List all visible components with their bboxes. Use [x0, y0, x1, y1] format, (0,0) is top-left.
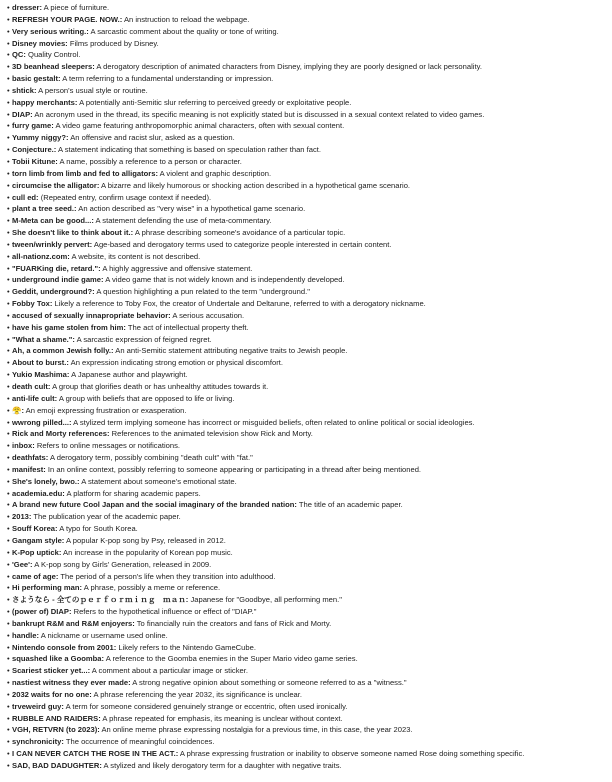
glossary-definition: A stylized term implying someone has incorrect or misguided beliefs, often related to online political or social ideologies.: [71, 417, 475, 427]
glossary-term: Ah, a common Jewish folly.:: [12, 346, 114, 356]
glossary-definition: A group that glorifies death or has unhealthy attitudes towards it.: [50, 382, 269, 391]
glossary-term: synchronicity:: [12, 737, 64, 747]
glossary-term: torn limb from limb and fed to alligators:: [12, 168, 158, 178]
bullet-icon: •: [7, 689, 10, 699]
glossary-entry: [7, 144, 612, 156]
glossary-entry: [7, 168, 612, 180]
glossary-entry: [7, 203, 612, 215]
glossary-entry: [7, 26, 612, 38]
bullet-icon: •: [7, 192, 10, 202]
glossary-definition: A statement about someone's emotional state.: [79, 476, 237, 486]
glossary-entry: [7, 357, 612, 369]
bullet-icon: •: [7, 156, 10, 166]
bullet-icon: •: [7, 607, 10, 617]
bullet-icon: •: [7, 26, 10, 36]
glossary-term: Conjecture.:: [12, 145, 57, 155]
glossary-entry: [7, 322, 612, 334]
glossary-entry: [7, 180, 612, 192]
glossary-term: furry game:: [12, 121, 54, 131]
glossary-entry: [7, 571, 612, 583]
glossary-definition: A phrase describing someone's avoidance of a particular topic.: [133, 228, 346, 238]
glossary-definition: (Repeated entry, confirm usage context if needed).: [38, 192, 212, 202]
glossary-term: QC:: [12, 50, 26, 60]
glossary-definition: The period of a person's life when they transition into adulthood.: [58, 571, 276, 581]
bullet-icon: •: [7, 251, 10, 261]
glossary-entry: [7, 701, 612, 713]
bullet-icon: •: [7, 228, 10, 238]
glossary-entry: [7, 535, 612, 547]
glossary-term: bankrupt R&M and R&M enjoyers:: [12, 618, 135, 628]
glossary-entry: [7, 440, 612, 452]
glossary-definition: Age-based and derogatory terms used to categorize people interested in certain content.: [92, 239, 392, 249]
bullet-icon: •: [7, 749, 10, 759]
glossary-entry: [7, 369, 612, 381]
bullet-icon: •: [7, 737, 10, 747]
glossary-term: She doesn't like to think about it.:: [12, 228, 134, 238]
glossary-definition: Japanese for "Goodbye, all performing men.": [188, 595, 342, 605]
glossary-term: "FUARKing die, retard.":: [12, 263, 101, 273]
glossary-definition: A piece of furniture.: [41, 3, 110, 12]
bullet-icon: •: [7, 453, 10, 463]
bullet-icon: •: [7, 216, 10, 226]
glossary-term: About to burst.:: [12, 358, 69, 368]
glossary-definition: The act of intellectual property theft.: [125, 322, 249, 332]
glossary-term: 3D beanhead sleepers:: [12, 62, 95, 72]
glossary-definition: An anti-Semitic statement attributing negative traits to Jewish people.: [113, 346, 348, 356]
glossary-definition: A popular K-pop song by Psy, released in 2012.: [64, 535, 226, 545]
bullet-icon: •: [7, 618, 10, 628]
glossary-definition: A Japanese author and playwright.: [69, 370, 188, 380]
glossary-term: Hi performing man:: [12, 583, 83, 593]
glossary-entry: [7, 618, 612, 630]
bullet-icon: •: [7, 97, 10, 107]
glossary-definition: A strong negative opinion about something or someone referred to as a "witness.": [130, 678, 407, 688]
glossary-definition: Likely a reference to Toby Fox, the creator of Undertale and Deltarune, referred to with a derogatory nickname.: [52, 299, 426, 309]
glossary-definition: A reference to the Goomba enemies in the Super Mario video game series.: [104, 654, 358, 664]
bullet-icon: •: [7, 666, 10, 676]
glossary-definition: An increase in the popularity of Korean pop music.: [61, 547, 233, 557]
glossary-definition: Refers to online messages or notifications.: [34, 441, 180, 451]
bullet-icon: •: [7, 583, 10, 593]
glossary-entry: [7, 713, 612, 725]
bullet-icon: •: [7, 559, 10, 569]
glossary-entry: [7, 310, 612, 322]
glossary-definition: The occurrence of meaningful coincidences.: [63, 737, 215, 747]
glossary-term: さようなら - 全てのｐｅｒｆｏｒｍｉｎｇ ｍａｎ:: [12, 595, 189, 605]
bullet-icon: •: [7, 74, 10, 84]
glossary-definition: A video game that is not widely known and is independently developed.: [103, 275, 345, 285]
glossary-term: came of age:: [12, 571, 59, 581]
glossary-definition: A phrase repeated for emphasis, its meaning is unclear without context.: [100, 713, 343, 723]
glossary-term: tween/wrinkly pervert:: [12, 239, 93, 249]
glossary-term: deathfats:: [12, 453, 49, 463]
glossary-term: underground indie game:: [12, 275, 104, 285]
bullet-icon: •: [7, 62, 10, 72]
bullet-icon: •: [7, 322, 10, 332]
bullet-icon: •: [7, 3, 10, 12]
bullet-icon: •: [7, 512, 10, 522]
bullet-icon: •: [7, 133, 10, 143]
glossary-term: circumcise the alligator:: [12, 180, 100, 190]
glossary-entry: [7, 523, 612, 535]
bullet-icon: •: [7, 595, 10, 605]
bullet-icon: •: [7, 464, 10, 474]
glossary-term: handle:: [12, 630, 40, 640]
glossary-definition: The publication year of the academic paper.: [31, 512, 181, 522]
glossary-definition: A group with beliefs that are opposed to life or living.: [57, 393, 235, 403]
glossary-entry: [7, 156, 612, 168]
glossary-entry: [7, 665, 612, 677]
bullet-icon: •: [7, 180, 10, 190]
bullet-icon: •: [7, 263, 10, 273]
glossary-term: nastiest witness they ever made:: [12, 678, 131, 688]
glossary-definition: An instruction to reload the webpage.: [122, 14, 250, 24]
glossary-definition: A potentially anti-Semitic slur referring to perceived greedy or exploitative people.: [77, 97, 352, 107]
glossary-term: Scariest sticker yet...:: [12, 666, 91, 676]
glossary-term: Yummy niggy?:: [12, 133, 69, 143]
glossary-term: wwrong pilled...:: [12, 417, 72, 427]
glossary-definition: A term referring to a fundamental understanding or impression.: [60, 74, 274, 84]
glossary-term: Rick and Morty references:: [12, 429, 110, 439]
bullet-icon: •: [7, 168, 10, 178]
glossary-definition: A statement defending the use of meta-commentary.: [93, 216, 272, 226]
bullet-icon: •: [7, 275, 10, 285]
glossary-entry: [7, 760, 612, 772]
glossary-entry: [7, 263, 612, 275]
bullet-icon: •: [7, 310, 10, 320]
glossary-definition: An expression indicating strong emotion or physical discomfort.: [68, 358, 283, 368]
bullet-icon: •: [7, 204, 10, 214]
glossary-definition: References to the animated television show Rick and Morty.: [109, 429, 313, 439]
glossary-entry: [7, 38, 612, 50]
glossary-definition: In an online context, possibly referring to someone appearing or participating in a thread after being mentioned.: [45, 464, 422, 474]
glossary-definition: Refers to the hypothetical influence or effect of "DIAP.": [71, 607, 257, 617]
glossary-entry: [7, 393, 612, 405]
glossary-definition: A comment about a particular image or sticker.: [90, 666, 248, 676]
glossary-term: DIAP:: [12, 109, 33, 119]
glossary-definition: A platform for sharing academic papers.: [64, 488, 201, 498]
glossary-definition: A sarcastic comment about the quality or tone of writing.: [88, 26, 279, 36]
bullet-icon: •: [7, 287, 10, 297]
bullet-icon: •: [7, 654, 10, 664]
glossary-entry: [7, 298, 612, 310]
glossary-entry: [7, 286, 612, 298]
bullet-icon: •: [7, 358, 10, 368]
glossary-definition: A typo for South Korea.: [57, 524, 138, 534]
glossary-term: RUBBLE AND RAIDERS:: [12, 713, 101, 723]
glossary-definition: To financially ruin the creators and fans of Rick and Morty.: [134, 618, 332, 628]
bullet-icon: •: [7, 547, 10, 557]
glossary-term: I CAN NEVER CATCH THE ROSE IN THE ACT.:: [12, 749, 179, 759]
glossary-entry: [7, 345, 612, 357]
glossary-entry: [7, 594, 612, 606]
glossary-entry: [7, 215, 612, 227]
glossary-term: 'Gee':: [12, 559, 33, 569]
bullet-icon: •: [7, 346, 10, 356]
glossary-term: basic gestalt:: [12, 74, 61, 84]
glossary-entry: [7, 2, 612, 14]
glossary-definition: A website, its content is not described.: [69, 251, 201, 261]
glossary-term: She's lonely, bwo.:: [12, 476, 80, 486]
bullet-icon: •: [7, 571, 10, 581]
glossary-term: "What a shame.":: [12, 334, 75, 344]
glossary-entry: [7, 748, 612, 760]
glossary-definition: A name, possibly a reference to a person or character.: [57, 156, 242, 166]
glossary-term: Yukio Mashima:: [12, 370, 70, 380]
glossary-term: 2032 waits for no one:: [12, 689, 92, 699]
bullet-icon: •: [7, 725, 10, 735]
glossary-definition: A person's usual style or routine.: [36, 85, 148, 95]
glossary-definition: A sarcastic expression of feigned regret.: [74, 334, 212, 344]
bullet-icon: •: [7, 713, 10, 723]
glossary-entry: [7, 630, 612, 642]
glossary-entry: [7, 511, 612, 523]
glossary-entry: [7, 724, 612, 736]
glossary-definition: A phrase, possibly a meme or reference.: [82, 583, 221, 593]
bullet-icon: •: [7, 38, 10, 48]
glossary-term: REFRESH YOUR PAGE. NOW.:: [12, 14, 123, 24]
glossary-entry: [7, 73, 612, 85]
glossary-entry: [7, 689, 612, 701]
glossary-entry: [7, 381, 612, 393]
glossary-entry: [7, 251, 612, 263]
glossary-definition: A stylized and likely derogatory term for a daughter with negative traits.: [101, 761, 342, 770]
bullet-icon: •: [7, 85, 10, 95]
bullet-icon: •: [7, 441, 10, 451]
glossary-entry: [7, 499, 612, 511]
glossary-entry: [7, 85, 612, 97]
bullet-icon: •: [7, 121, 10, 131]
glossary-term: (power of) DIAP:: [12, 607, 72, 617]
glossary-entry: [7, 132, 612, 144]
glossary-definition: A derogatory description of animated characters from Disney, implying they are poorly designed or lack personality.: [94, 62, 482, 72]
glossary-term: SAD, BAD DADUGHTER:: [12, 761, 102, 770]
glossary-entry: [7, 736, 612, 748]
bullet-icon: •: [7, 299, 10, 309]
glossary-definition: A phrase referencing the year 2032, its significance is unclear.: [91, 689, 302, 699]
glossary-entry: [7, 109, 612, 121]
bullet-icon: •: [7, 488, 10, 498]
glossary-entry: [7, 452, 612, 464]
glossary-definition: A highly aggressive and offensive statement.: [100, 263, 253, 273]
glossary-entry: [7, 559, 612, 571]
glossary-definition: A question highlighting a pun related to the term "underground.": [94, 287, 310, 297]
glossary-term: 😤:: [12, 405, 24, 415]
bullet-icon: •: [7, 476, 10, 486]
glossary-entry: [7, 476, 612, 488]
glossary-entry: [7, 653, 612, 665]
glossary-term: anti-life cult:: [12, 393, 58, 403]
glossary-term: VGH, RETVRN (to 2023):: [12, 725, 100, 735]
bullet-icon: •: [7, 334, 10, 344]
glossary-definition: An offensive and racist slur, asked as a question.: [68, 133, 235, 143]
bullet-icon: •: [7, 524, 10, 534]
glossary-entry: [7, 582, 612, 594]
glossary-definition: A serious accusation.: [170, 310, 245, 320]
glossary-term: all-nationz.com:: [12, 251, 70, 261]
glossary-term: M-Meta can be good...:: [12, 216, 94, 226]
glossary-definition: A K-pop song by Girls' Generation, released in 2009.: [32, 559, 212, 569]
glossary-entry: [7, 488, 612, 500]
glossary-definition: An acronym used in the thread, its specific meaning is not explicitly stated but is discussed in a sexual context related to video games.: [32, 109, 485, 119]
glossary-term: Very serious writing.:: [12, 26, 89, 36]
bullet-icon: •: [7, 417, 10, 427]
glossary-term: squashed like a Goomba:: [12, 654, 104, 664]
glossary-entry: [7, 334, 612, 346]
bullet-icon: •: [7, 429, 10, 439]
glossary-term: Nintendo console from 2001:: [12, 642, 117, 652]
glossary-definition: A violent and graphic description.: [157, 168, 272, 178]
glossary-term: Tobii Kitune:: [12, 156, 58, 166]
glossary-entry: [7, 192, 612, 204]
glossary-definition: Films produced by Disney.: [67, 38, 159, 48]
glossary-definition: A statement indicating that something is based on speculation rather than fact.: [56, 145, 321, 155]
glossary-entry: [7, 97, 612, 109]
glossary-term: Disney movies:: [12, 38, 68, 48]
bullet-icon: •: [7, 761, 10, 770]
bullet-icon: •: [7, 630, 10, 640]
bullet-icon: •: [7, 678, 10, 688]
glossary-entry: [7, 239, 612, 251]
glossary-definition: A derogatory term, possibly combining "death cult" with "fat.": [48, 453, 253, 463]
bullet-icon: •: [7, 14, 10, 24]
glossary-term: have his game stolen from him:: [12, 322, 126, 332]
glossary-entry: [7, 227, 612, 239]
glossary-entry: [7, 120, 612, 132]
glossary-entry: [7, 417, 612, 429]
glossary-term: Fobby Tox:: [12, 299, 53, 309]
glossary-definition: A phrase expressing frustration or inability to observe someone named Rose doing something specific.: [178, 749, 525, 759]
glossary-term: Souff Korea:: [12, 524, 58, 534]
glossary-term: Gangam style:: [12, 535, 65, 545]
glossary-term: A brand new future Cool Japan and the social imaginary of the branded nation:: [12, 500, 297, 510]
bullet-icon: •: [7, 701, 10, 711]
glossary-entry: [7, 405, 612, 417]
glossary-definition: An action described as "very wise" in a hypothetical game scenario.: [76, 204, 306, 214]
bullet-icon: •: [7, 109, 10, 119]
bullet-icon: •: [7, 500, 10, 510]
glossary-definition: An online meme phrase expressing nostalgia for a previous time, in this case, the year 2023.: [99, 725, 413, 735]
glossary-term: happy merchants:: [12, 97, 78, 107]
glossary-entry: [7, 642, 612, 654]
glossary-term: plant a tree seed.:: [12, 204, 77, 214]
glossary-entry: [7, 464, 612, 476]
glossary-entry: [7, 274, 612, 286]
glossary-term: K-Pop uptick:: [12, 547, 62, 557]
glossary-entry: [7, 61, 612, 73]
glossary-definition: A video game featuring anthropomorphic animal characters, often with sexual content.: [53, 121, 345, 131]
glossary-definition: The title of an academic paper.: [296, 500, 403, 510]
glossary-entry: [7, 49, 612, 61]
glossary-entry: [7, 547, 612, 559]
bullet-icon: •: [7, 642, 10, 652]
glossary-term: Geddit, underground?:: [12, 287, 95, 297]
glossary-definition: A term for someone considered genuinely strange or eccentric, often used ironically.: [63, 701, 348, 711]
glossary-term: manifest:: [12, 464, 46, 474]
glossary-definition: A bizarre and likely humorous or shocking action described in a hypothetical game scenario.: [99, 180, 411, 190]
bullet-icon: •: [7, 239, 10, 249]
glossary-entry: [7, 677, 612, 689]
glossary-term: trveweird guy:: [12, 701, 64, 711]
bullet-icon: •: [7, 382, 10, 391]
glossary-term: accused of sexually innapropriate behavior:: [12, 310, 171, 320]
bullet-icon: •: [7, 535, 10, 545]
bullet-icon: •: [7, 405, 10, 415]
glossary-entry: [7, 14, 612, 26]
bullet-icon: •: [7, 393, 10, 403]
glossary-entry: [7, 606, 612, 618]
glossary-term: inbox:: [12, 441, 35, 451]
glossary-term: academia.edu:: [12, 488, 65, 498]
glossary-term: death cult:: [12, 382, 51, 391]
glossary-term: shtick:: [12, 85, 37, 95]
glossary-definition: An emoji expressing frustration or exasperation.: [23, 405, 187, 415]
bullet-icon: •: [7, 145, 10, 155]
glossary-entry: [7, 428, 612, 440]
glossary-definition: A nickname or username used online.: [39, 630, 168, 640]
glossary-term: dresser:: [12, 3, 42, 12]
glossary-term: cull ed:: [12, 192, 39, 202]
bullet-icon: •: [7, 370, 10, 380]
glossary-definition: Likely refers to the Nintendo GameCube.: [116, 642, 256, 652]
glossary-definition: Quality Control.: [25, 50, 81, 60]
bullet-icon: •: [7, 50, 10, 60]
glossary-term: 2013:: [12, 512, 32, 522]
